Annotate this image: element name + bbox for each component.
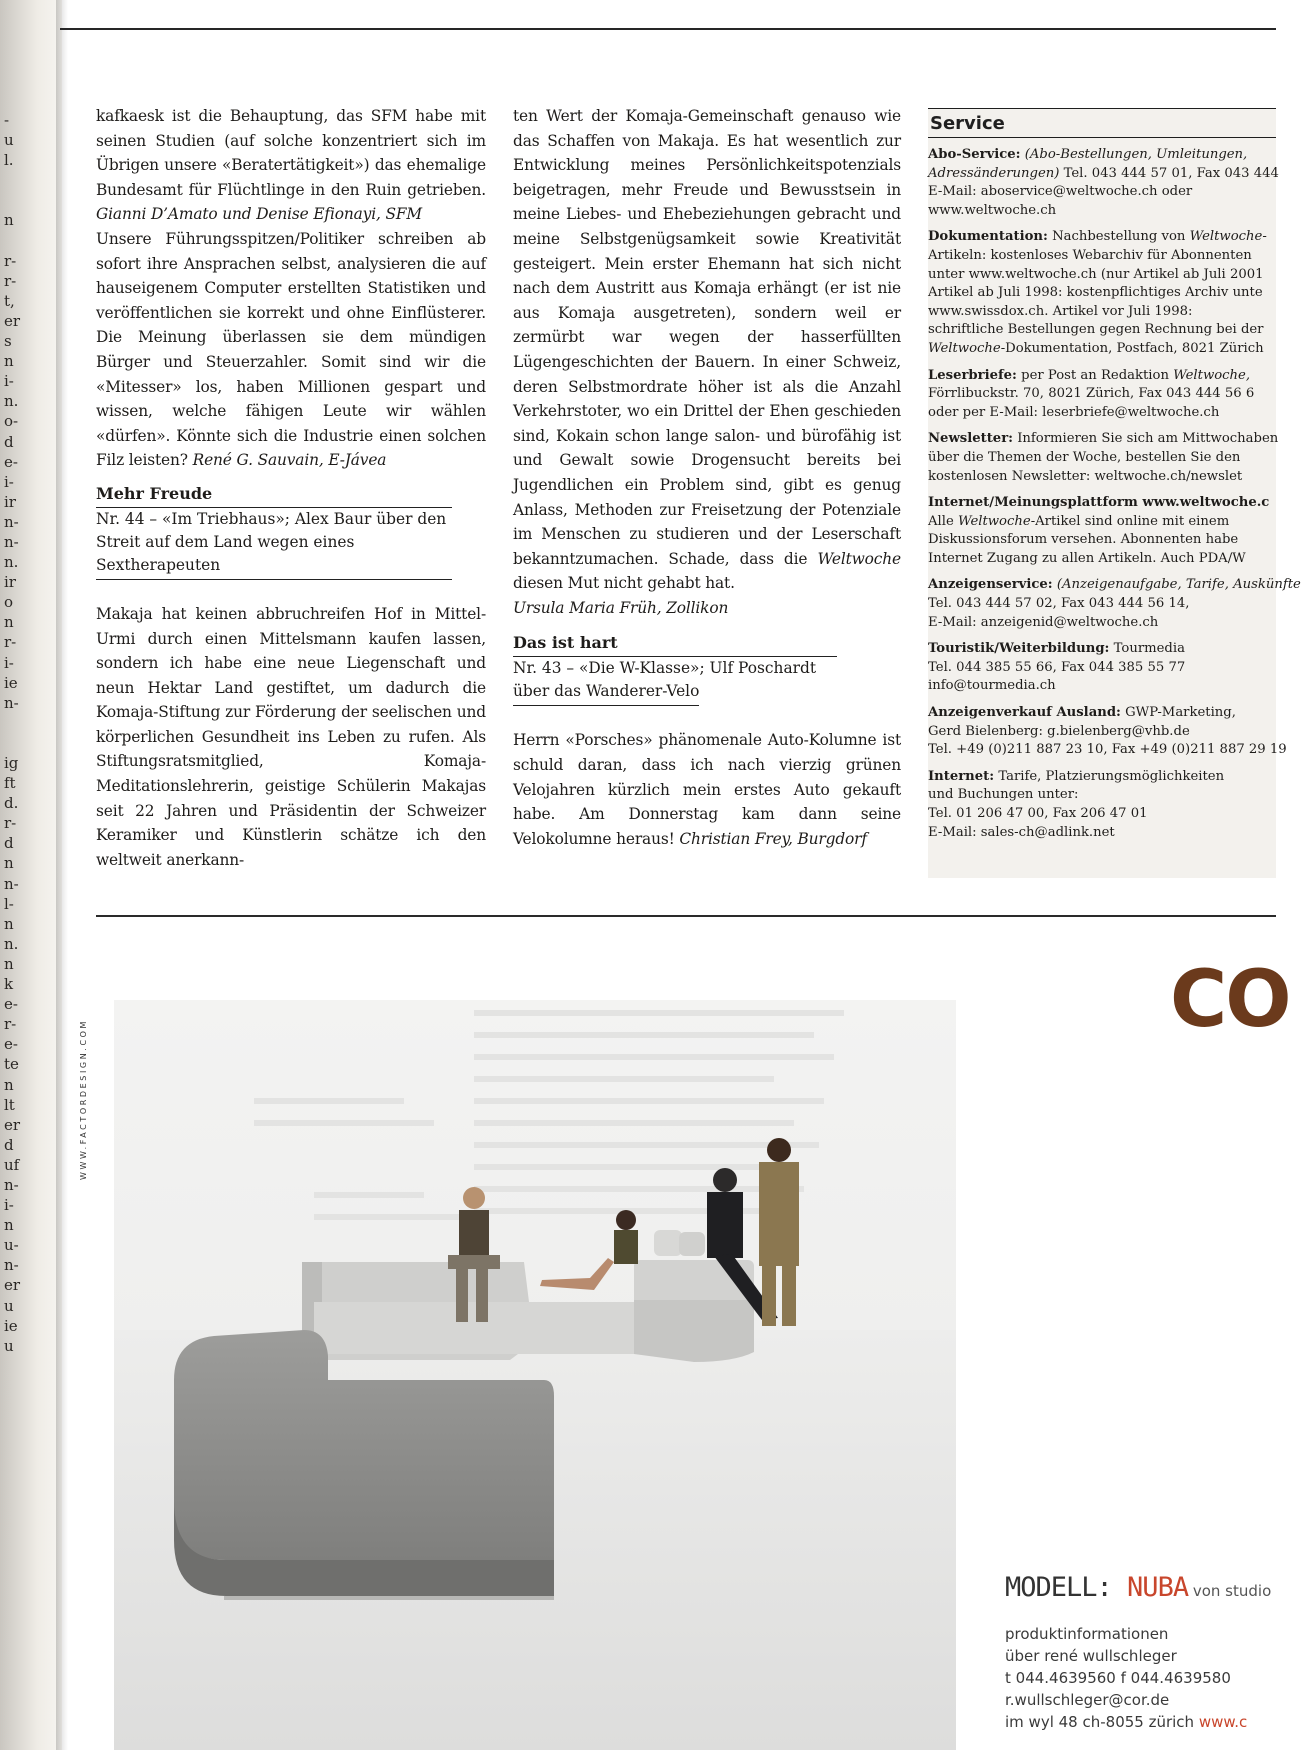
gutter-fragment: n. <box>4 392 19 411</box>
previous-page-gutter <box>0 0 62 1750</box>
service-text: Gerd Bielenberg: g.bielenberg@vhb.de <box>928 723 1190 739</box>
service-text: www.swissdox.ch. Artikel vor Juli 1998: <box>928 303 1193 319</box>
gutter-fragment: i- <box>4 1196 14 1215</box>
service-text: über die Themen der Woche, bestellen Sie den <box>928 449 1241 465</box>
gutter-fragment: u <box>4 131 14 150</box>
service-text: kostenlosen Newsletter: weltwoche.ch/newslet <box>928 468 1243 484</box>
gutter-fragment: n <box>4 211 14 230</box>
model-heading <box>1005 1572 1276 1603</box>
service-text: Tourmedia <box>1109 641 1185 657</box>
gutter-fragment: l- <box>4 894 14 913</box>
service-text: Artikeln: kostenloses Webarchiv für Abonnenten <box>928 247 1252 263</box>
gutter-fragment: d <box>4 834 14 853</box>
gutter-fragment: l. <box>4 151 14 170</box>
service-text: Alle <box>928 513 958 529</box>
gutter-fragment: n <box>4 914 14 933</box>
ad-website-link: www.c <box>1198 1713 1248 1731</box>
gutter-fragment: i- <box>4 372 14 391</box>
service-text: (Abo-Bestellungen, Umleitungen, <box>1024 147 1248 162</box>
service-text: oder per E-Mail: leserbriefe@weltwoche.ch <box>928 404 1220 420</box>
gutter-fragment: er <box>4 1115 21 1134</box>
gutter-fragment: ir <box>4 573 16 592</box>
gutter-fragment: u <box>4 1336 14 1355</box>
letters-column-1 <box>96 104 486 872</box>
ad-info-line: über rené wullschleger <box>1005 1647 1177 1665</box>
service-text: Tel. 043 444 57 01, Fax 043 444 <box>1059 165 1279 181</box>
ad-address <box>1005 1711 1276 1733</box>
service-label: Abo-Service: <box>928 147 1021 162</box>
service-entry-touristik <box>928 640 1276 696</box>
model-label: MODELL: <box>1005 1572 1112 1603</box>
gutter-fragment <box>4 190 20 210</box>
top-rule <box>60 28 1276 30</box>
gutter-fragment: ie <box>4 1316 18 1335</box>
letter-paragraph <box>96 104 486 227</box>
gutter-fragment: uf <box>4 1155 20 1174</box>
page-fold-shadow <box>56 0 68 1750</box>
gutter-fragment: u- <box>4 1236 19 1255</box>
ad-address-text: im wyl 48 ch-8055 zürich <box>1005 1713 1199 1731</box>
service-text: Diskussionsforum versehen. Abonnenten habe <box>928 532 1239 548</box>
gutter-fragment: n- <box>4 874 19 893</box>
service-entry-abo <box>928 146 1279 220</box>
reference-title: Mehr Freude <box>96 483 452 508</box>
gutter-fragment: ie <box>4 673 18 692</box>
service-text: und Buchungen unter: <box>928 787 1079 803</box>
article-reference <box>513 632 837 706</box>
service-text: Informieren Sie sich am Mittwochaben <box>1013 431 1279 447</box>
service-label: Anzeigenservice: <box>928 577 1053 593</box>
gutter-fragment: ir <box>4 492 16 511</box>
service-text: info@tourmedia.ch <box>928 678 1056 694</box>
letter-paragraph <box>96 227 486 473</box>
letter-signature: Ursula Maria Früh, Zollikon <box>513 598 729 617</box>
reference-subtitle: Nr. 43 – «Die W-Klasse»; Ulf Poschardt <box>513 659 817 678</box>
gutter-fragment: e- <box>4 995 18 1014</box>
gutter-fragment: o- <box>4 412 19 431</box>
gutter-fragment: er <box>4 311 21 330</box>
gutter-fragment: e- <box>4 1035 18 1054</box>
gutter-text-fragments <box>4 110 20 1356</box>
service-text: Weltwoche <box>928 340 1001 356</box>
letters-column-2 <box>513 104 901 851</box>
gutter-fragment: n- <box>4 693 19 712</box>
service-text: unter www.weltwoche.ch (nur Artikel ab Juli 2001 <box>928 266 1264 282</box>
section-divider <box>96 915 1276 917</box>
service-label: Leserbriefe: <box>928 367 1017 383</box>
gutter-fragment: - <box>4 111 10 129</box>
gutter-fragment: n- <box>4 532 19 551</box>
service-entry-leserbriefe <box>928 367 1276 423</box>
service-text: Adressänderungen) <box>928 165 1060 181</box>
gutter-fragment: n <box>4 854 14 873</box>
publication-name: Weltwoche <box>817 549 901 568</box>
gutter-fragment: n <box>4 954 14 973</box>
service-text: Tarife, Platzierungsmöglichkeiten <box>994 768 1225 784</box>
service-text: GWP-Marketing, <box>1120 705 1236 721</box>
letter-body: Unsere Führungsspitzen/Politiker schreiben ab sofort ihre Ansprachen selbst, analysieren die auf hauseigenem Computer erstellten Statistiken und veröffentlichen sie korrekt und ohne Einflüsterer. Die Meinung überlassen sie dem mündigen Bürger und Steuerzahler. Somit sind wir die «Mitesser» los, haben Millionen gespart und wissen, welche fähigen Leute wir wählen «dürfen». Könnte sich die Industrie einen solchen Filz leisten? <box>96 229 486 470</box>
gutter-fragment <box>4 733 20 753</box>
service-entry-internet-plattform <box>928 494 1276 568</box>
service-title: Service <box>928 108 1276 138</box>
gutter-fragment: i- <box>4 472 14 491</box>
service-entry-dokumentation <box>928 228 1276 358</box>
sofa-advertisement-photo <box>114 1000 956 1750</box>
gutter-fragment: ft <box>4 774 16 793</box>
gutter-fragment: s <box>4 332 12 351</box>
service-text: schriftliche Bestellungen gegen Rechnung bei der <box>928 322 1264 338</box>
service-text: E-Mail: aboservice@weltwoche.ch oder <box>928 184 1193 200</box>
service-entry-newsletter <box>928 430 1279 486</box>
letter-body: ten Wert der Komaja-Gemeinschaft genauso wie das Schaffen von Makaja. Es hat wesentlich zur Entwicklung meines Persönlichkeitspotenzials beigetragen, mehr Freude und Bewusstsein in meine Liebes- und Ehebeziehungen gebracht und meine Selbstgenügsamkeit sowie Kreativität gesteigert. Mein erster Ehemann hat sich nicht nach dem Austritt aus Komaja erhängt (er ist nie aus Komaja ausgetreten), sondern weil er zermürbt war wegen der hasserfüllten Lügengeschichten der Bauern. In einer Schweiz, deren Selbstmordrate höher ist als die Anzahl Verkehrstoter, wo ein Drittel der Ehen geschieden sind, Kokain schon lange salon- und bürofähig ist und Gewalt sowie Drogensucht bereits bei Jugendlichen ein Problem sind, gibt es genug Anlass, Methoden zur Freisetzung der Potenziale im Menschen zu studieren und der Leserschaft bekanntzumachen. Schade, dass die <box>513 107 901 568</box>
gutter-fragment: r- <box>4 633 17 652</box>
letter-signature: Christian Frey, Burgdorf <box>679 829 867 848</box>
service-text: E-Mail: anzeigenid@weltwoche.ch <box>928 614 1159 630</box>
service-text: -Artikel sind online mit einem <box>1030 513 1230 529</box>
letter-paragraph <box>513 104 901 596</box>
service-text: Tel. 01 206 47 00, Fax 206 47 01 <box>928 806 1148 821</box>
gutter-fragment: n. <box>4 553 19 572</box>
service-entry-anzeigenservice <box>928 576 1301 632</box>
service-text: www.weltwoche.ch <box>928 202 1057 218</box>
service-entry-internet <box>928 768 1276 842</box>
gutter-fragment: n <box>4 613 14 632</box>
gutter-fragment: o <box>4 593 14 612</box>
service-label: Dokumentation: <box>928 229 1048 245</box>
ad-email: r.wullschleger@cor.de <box>1005 1691 1170 1709</box>
gutter-fragment: n. <box>4 934 19 953</box>
service-text: (Anzeigenaufgabe, Tarife, Auskünfte <box>1052 577 1301 593</box>
gutter-fragment: n- <box>4 512 19 531</box>
service-text: Internet Zugang zu allen Artikeln. Auch PDA/W <box>928 550 1246 566</box>
service-text: Weltwoche <box>957 513 1031 529</box>
model-designer: von studio <box>1188 1582 1272 1600</box>
gutter-fragment: n <box>4 352 14 371</box>
service-text: Nachbestellung von <box>1047 229 1190 245</box>
service-label: Anzeigenverkauf Ausland: <box>928 705 1121 721</box>
service-text: Tel. +49 (0)211 887 23 10, Fax +49 (0)211 887 29 19 <box>928 742 1287 758</box>
letter-paragraph <box>96 602 486 873</box>
letter-body: kafkaesk ist die Behauptung, das SFM habe mit seinen Studien (auf solche konzentriert sich im Übrigen unsere «Beratertätigkeit») das ehemalige Bundesamt für Flüchtlinge in den Ruin getrieben. <box>96 107 486 199</box>
ad-agency-credit: WWW.FACTORDESIGN.COM <box>79 1018 88 1180</box>
letter-body: Makaja hat keinen abbruchreifen Hof in Mittel-Urmi durch einen Mittelsmann kaufen lassen, sondern ich habe eine neue Liegenschaft und neun Hektar Land gestiftet, um dadurch die Komaja-Stiftung zur Förderung der seelischen und körperlichen Gesundheit ins Leben zu rufen. Als Stiftungsratsmitglied, Komaja-Meditationslehrerin, geistige Schülerin Makajas seit 22 Jahren und Präsidentin der Schweizer Keramiker und Künstlerin schätze ich den weltweit anerkann- <box>96 604 486 869</box>
gutter-fragment: te <box>4 1055 19 1074</box>
reference-subtitle: Nr. 44 – «Im Triebhaus»; Alex Baur über den Streit auf dem Land wegen eines Sextherapeuten <box>96 508 452 580</box>
letter-body: Herrn «Porsches» phänomenale Auto-Kolumne ist schuld daran, dass ich nach vierzig grünen Velojahren kürzlich mein erstes Auto gekauft habe. Am Donnerstag kam dann seine Velokolumne heraus! <box>513 731 901 848</box>
reference-title: Das ist hart <box>513 632 837 657</box>
letter-signature: René G. Sauvain, E-Jávea <box>192 451 387 470</box>
letter-signature: Gianni D’Amato und Denise Efionayi, SFM <box>96 205 422 224</box>
service-text: per Post an Redaktion <box>1016 367 1174 383</box>
service-text: Weltwoche, <box>1173 367 1251 383</box>
gutter-fragment: r- <box>4 251 17 270</box>
gutter-fragment: er <box>4 1276 21 1295</box>
service-text: E-Mail: sales-ch@adlink.net <box>928 824 1115 840</box>
service-label: Internet: <box>928 768 995 784</box>
gutter-fragment: n <box>4 1216 14 1235</box>
gutter-fragment: r- <box>4 1015 17 1034</box>
service-box <box>928 108 1301 878</box>
service-text: Tel. 044 385 55 66, Fax 044 385 55 77 <box>928 659 1186 675</box>
service-label: Touristik/Weiterbildung: <box>928 641 1110 657</box>
gutter-fragment: e- <box>4 452 18 471</box>
letter-body-end: diesen Mut nicht gehabt hat. <box>513 574 735 593</box>
service-text: -Dokumentation, Postfach, 8021 Zürich <box>1000 340 1264 356</box>
gutter-fragment: d <box>4 432 14 451</box>
gutter-fragment: t, <box>4 291 15 310</box>
gutter-fragment: d. <box>4 794 19 813</box>
gutter-fragment: d <box>4 1135 14 1154</box>
service-text: Tel. 043 444 57 02, Fax 043 444 56 14, <box>928 596 1190 612</box>
gutter-fragment: n- <box>4 1175 19 1194</box>
service-text: Weltwoche- <box>1189 229 1267 245</box>
service-text: Artikel ab Juli 1998: kostenpflichtiges Archiv unte <box>928 285 1263 301</box>
article-reference <box>96 483 452 580</box>
gutter-fragment: i- <box>4 653 14 672</box>
gutter-fragment: k <box>4 975 14 994</box>
gutter-fragment: n <box>4 1075 14 1094</box>
ad-product-info <box>1005 1572 1276 1733</box>
model-name: NUBA <box>1111 1572 1189 1603</box>
letter-paragraph <box>513 728 901 851</box>
ad-phone-fax: t 044.4639560 f 044.4639580 <box>1005 1669 1231 1687</box>
service-label: Internet/Meinungsplattform www.weltwoche.c <box>928 495 1270 511</box>
service-label: Newsletter: <box>928 431 1014 447</box>
reference-subtitle: über das Wanderer-Velo <box>513 680 699 706</box>
sofa-scene-illustration <box>114 1000 956 1750</box>
brand-logo: CO <box>1170 955 1290 1045</box>
gutter-fragment: ig <box>4 754 19 772</box>
ad-info-line: produktinformationen <box>1005 1625 1169 1643</box>
gutter-fragment: r- <box>4 814 17 833</box>
gutter-fragment <box>4 231 20 251</box>
gutter-fragment <box>4 170 20 190</box>
service-text: Förrlibuckstr. 70, 8021 Zürich, Fax 043 444 56 6 <box>928 386 1255 402</box>
service-entry-ausland <box>928 704 1287 760</box>
gutter-fragment: r- <box>4 271 17 290</box>
gutter-fragment: n- <box>4 1256 19 1275</box>
gutter-fragment: u <box>4 1296 14 1315</box>
gutter-fragment <box>4 713 20 733</box>
gutter-fragment: lt <box>4 1095 15 1114</box>
